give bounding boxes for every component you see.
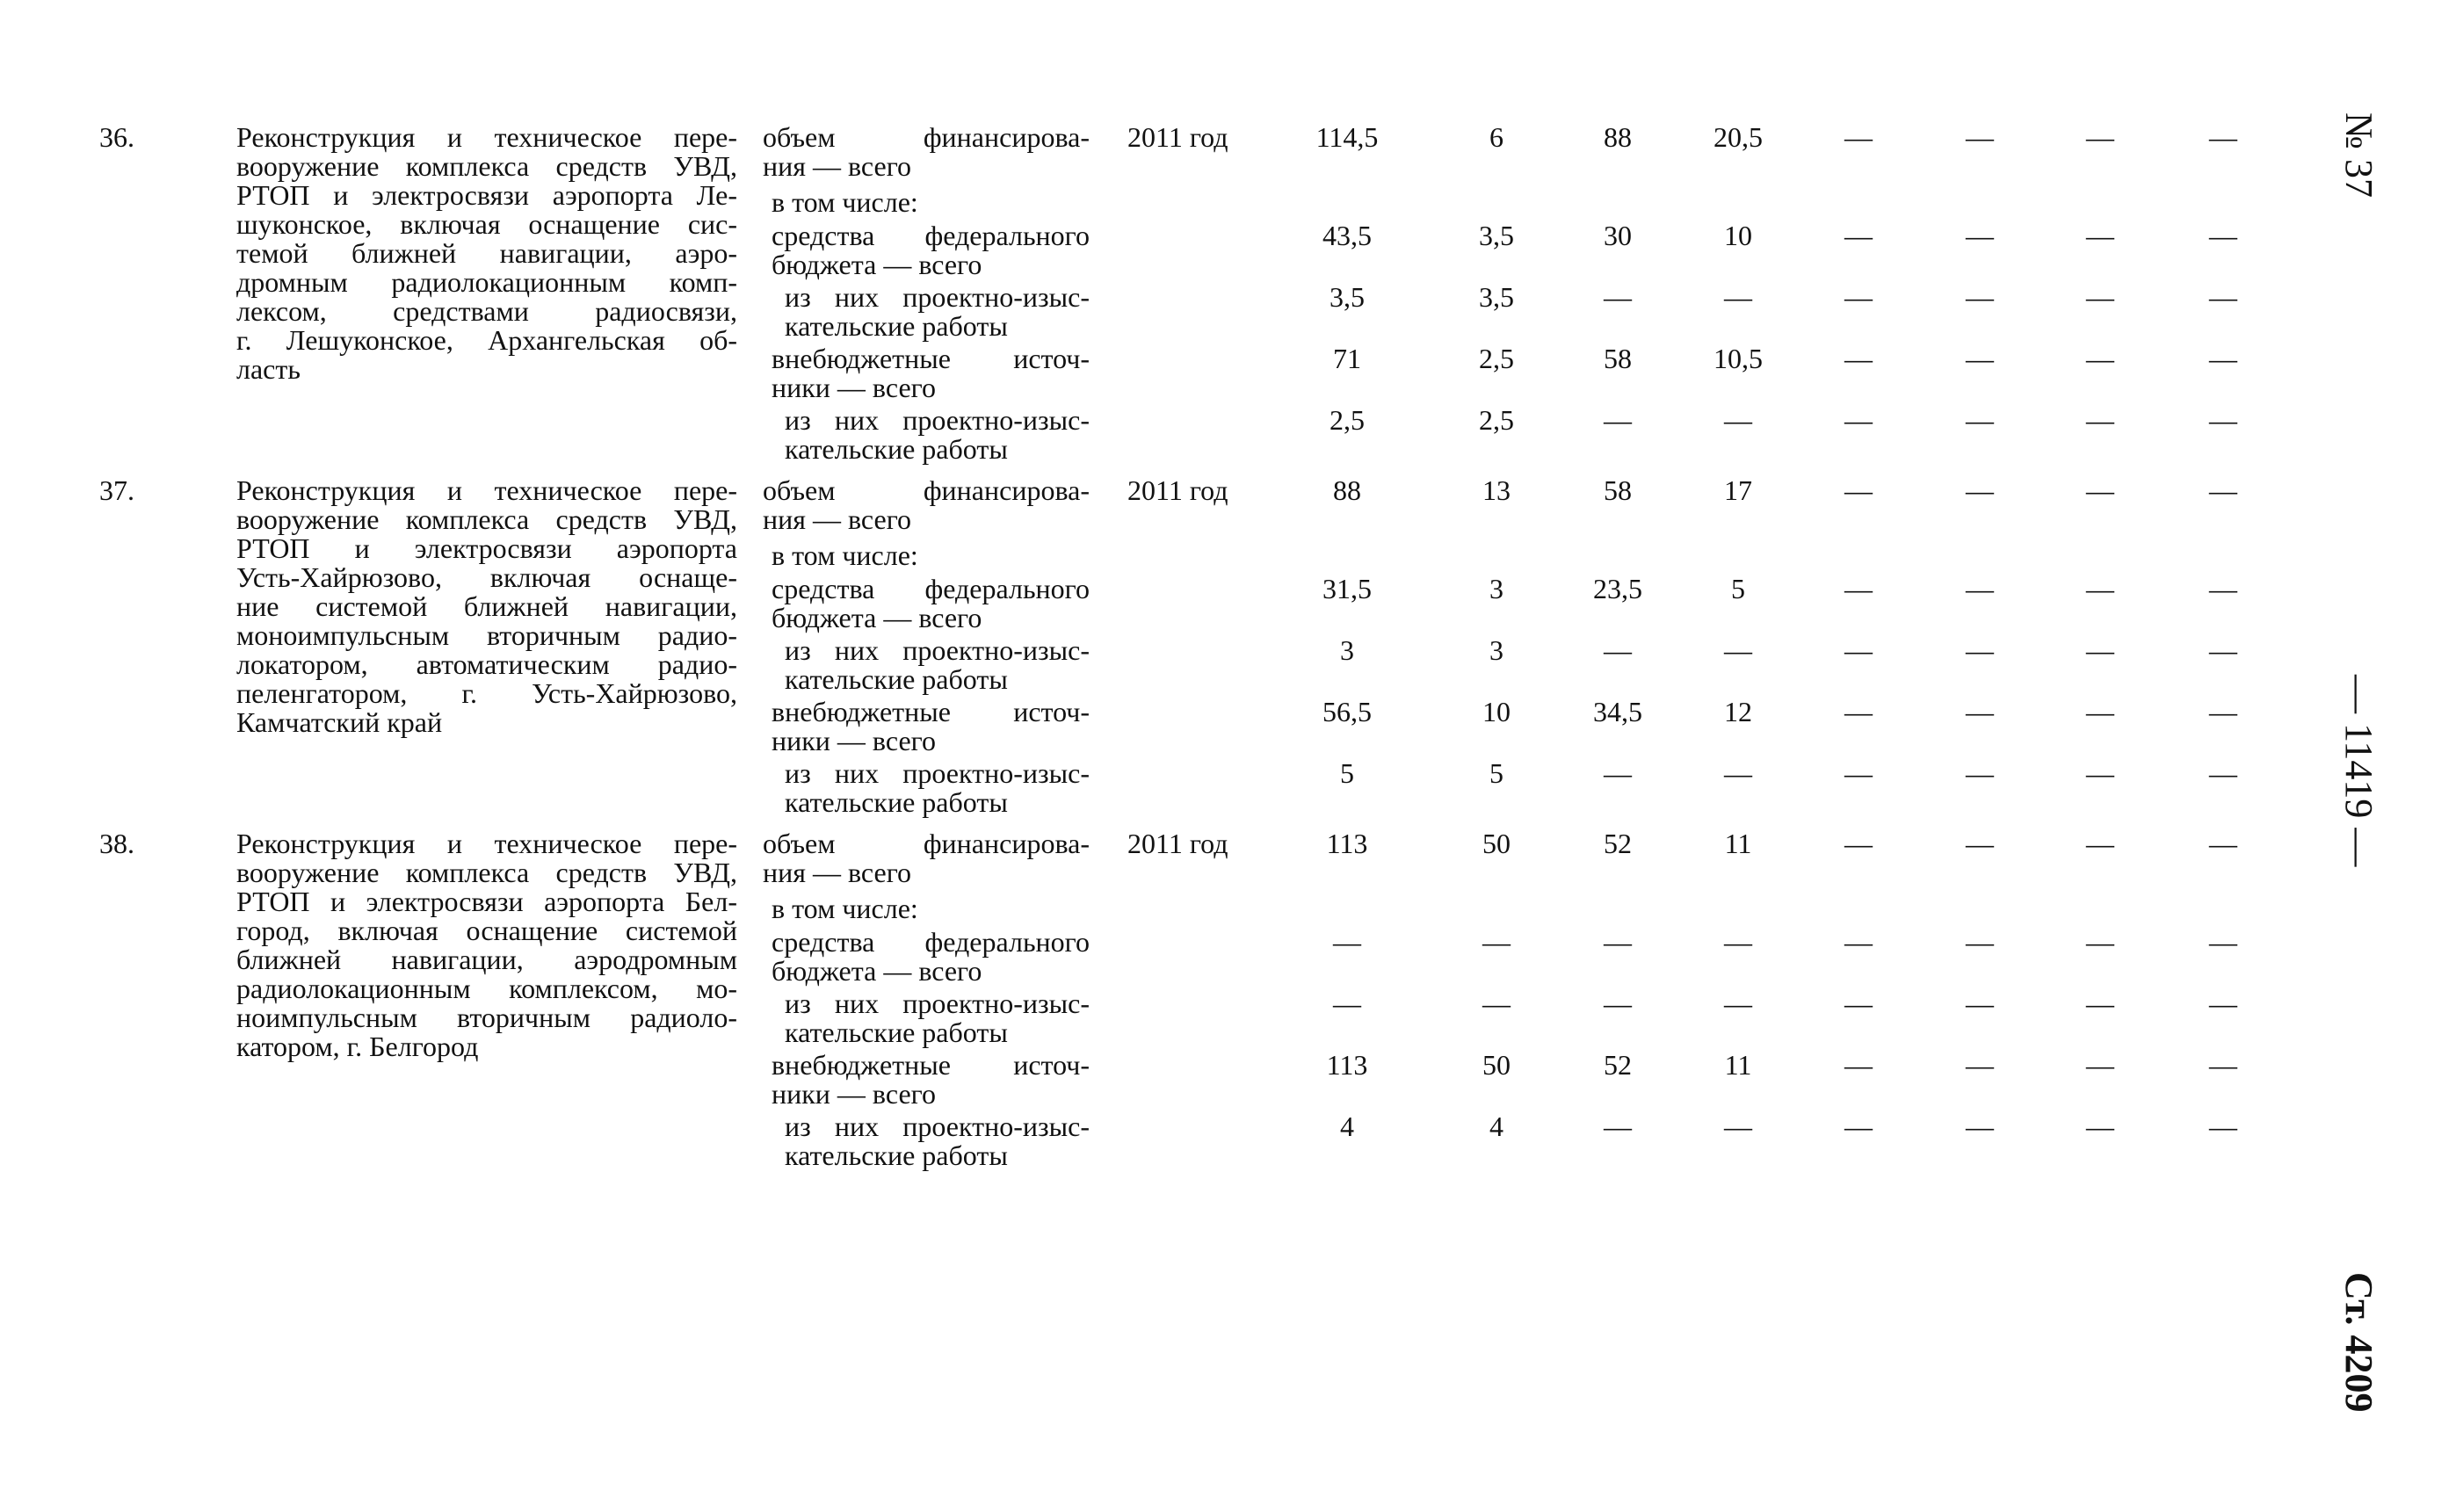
value-cell: —: [1604, 634, 1632, 666]
value-cell: —: [1966, 696, 1994, 727]
value-cell: —: [2086, 474, 2114, 506]
value-cell: —: [1604, 757, 1632, 789]
funding-item-label: [772, 188, 1101, 217]
value-cell: —: [2086, 404, 2114, 436]
value-cell: 5: [1731, 573, 1745, 604]
value-cell: —: [2209, 573, 2237, 604]
value-cell: —: [1724, 634, 1752, 666]
description-line: РТОП и электросвязи аэропорта: [236, 532, 737, 564]
value-cell: 13: [1482, 474, 1511, 506]
value-cell: —: [2209, 404, 2237, 436]
row-number: 38.: [99, 828, 134, 859]
funding-item-label: [785, 283, 1090, 341]
page-number: Ст. 4209: [2337, 1272, 2380, 1413]
value-cell: 10: [1482, 696, 1511, 727]
value-cell: —: [1966, 220, 1994, 251]
value-cell: —: [1966, 1110, 1994, 1142]
value-cell: —: [1844, 988, 1873, 1019]
value-cell: 5: [1340, 757, 1354, 789]
value-cell: 10,5: [1714, 343, 1763, 374]
value-cell: —: [2209, 121, 2237, 153]
value-cell: —: [2086, 121, 2114, 153]
funding-item-label-line: в том числе:: [772, 539, 918, 571]
value-cell: —: [1724, 281, 1752, 313]
value-cell: 6: [1489, 121, 1503, 153]
value-cell: —: [2086, 573, 2114, 604]
value-cell: 30: [1604, 220, 1632, 251]
value-cell: —: [1724, 404, 1752, 436]
value-cell: —: [1604, 404, 1632, 436]
value-cell: —: [1966, 343, 1994, 374]
description-line: радиолокационным комплексом, мо-: [236, 973, 737, 1004]
table-row: [0, 474, 2320, 818]
funding-item-label-line: бюджета — всего: [772, 602, 982, 633]
description-line: пеленгатором, г. Усть-Хайрюзово,: [236, 677, 737, 709]
value-cell: 114,5: [1315, 121, 1379, 153]
value-cell: —: [1724, 988, 1752, 1019]
funding-item-label-line: в том числе:: [772, 893, 918, 924]
value-cell: —: [1482, 988, 1511, 1019]
value-cell: —: [1844, 343, 1873, 374]
value-cell: —: [1604, 1110, 1632, 1142]
value-cell: —: [1844, 474, 1873, 506]
value-cell: —: [1966, 121, 1994, 153]
value-cell: —: [1844, 121, 1873, 153]
value-cell: —: [1966, 926, 1994, 958]
funding-item-label: [763, 476, 1090, 534]
funding-item-label: [772, 541, 1101, 570]
funding-item-label-line: кательские работы: [785, 310, 1008, 342]
value-cell: 20,5: [1714, 121, 1763, 153]
description-line: ласть: [236, 353, 301, 385]
funding-item-label-line: ники — всего: [772, 1078, 936, 1110]
value-cell: —: [2086, 988, 2114, 1019]
row-year: 2011 год: [1127, 474, 1228, 506]
value-cell: 11: [1724, 1049, 1752, 1081]
value-cell: —: [1333, 926, 1361, 958]
funding-item-label-line: кательские работы: [785, 1016, 1008, 1048]
value-cell: —: [2086, 220, 2114, 251]
funding-item-label: [785, 759, 1090, 817]
value-cell: 71: [1333, 343, 1361, 374]
value-cell: —: [2209, 474, 2237, 506]
value-cell: —: [1844, 696, 1873, 727]
value-cell: 113: [1326, 828, 1368, 859]
value-cell: —: [2086, 634, 2114, 666]
value-cell: —: [1724, 757, 1752, 789]
funding-item-label-line: из них проектно-изыс-: [785, 404, 1090, 436]
funding-item-label: [785, 989, 1090, 1047]
funding-item-label: [772, 698, 1090, 756]
value-cell: —: [1966, 828, 1994, 859]
value-cell: —: [2209, 828, 2237, 859]
value-cell: —: [1844, 220, 1873, 251]
value-cell: 50: [1482, 1049, 1511, 1081]
document-number: — 11419 —: [2337, 675, 2380, 867]
value-cell: —: [1844, 1049, 1873, 1081]
row-year: 2011 год: [1127, 828, 1228, 859]
description-line: вооружение комплекса средств УВД,: [236, 503, 737, 535]
funding-item-label-line: из них проектно-изыс-: [785, 757, 1090, 789]
value-cell: —: [1844, 634, 1873, 666]
row-description: [236, 123, 737, 384]
funding-item-label-line: средства федерального: [772, 926, 1090, 958]
value-cell: —: [2209, 696, 2237, 727]
value-cell: —: [1724, 1110, 1752, 1142]
value-cell: —: [2209, 988, 2237, 1019]
funding-item-label-line: ники — всего: [772, 372, 936, 403]
funding-item-label-line: объем финансирова-: [763, 474, 1090, 506]
value-cell: 3: [1489, 634, 1503, 666]
value-cell: 113: [1326, 1049, 1368, 1081]
funding-item-label-line: объем финансирова-: [763, 121, 1090, 153]
value-cell: 23,5: [1593, 573, 1642, 604]
funding-item-label: [785, 1112, 1090, 1170]
funding-item-label-line: из них проектно-изыс-: [785, 988, 1090, 1019]
funding-item-label-line: объем финансирова-: [763, 828, 1090, 859]
funding-item-label: [785, 406, 1090, 464]
value-cell: —: [1966, 988, 1994, 1019]
value-cell: 34,5: [1593, 696, 1642, 727]
value-cell: —: [1966, 474, 1994, 506]
value-cell: —: [2086, 926, 2114, 958]
table-row: [0, 828, 2320, 1171]
value-cell: —: [2209, 220, 2237, 251]
value-cell: —: [1844, 926, 1873, 958]
description-line: Реконструкция и техническое пере-: [236, 828, 737, 859]
value-cell: 52: [1604, 828, 1632, 859]
issue-number: № 37: [2337, 112, 2380, 198]
funding-item-label-line: из них проектно-изыс-: [785, 1110, 1090, 1142]
description-line: моноимпульсным вторичным радио-: [236, 619, 737, 651]
funding-item-label: [772, 928, 1090, 986]
funding-item-label-line: внебюджетные источ-: [772, 1049, 1090, 1081]
description-line: лексом, средствами радиосвязи,: [236, 295, 737, 327]
value-cell: —: [1844, 828, 1873, 859]
value-cell: 3: [1340, 634, 1354, 666]
funding-item-label-line: бюджета — всего: [772, 955, 982, 987]
description-line: вооружение комплекса средств УВД,: [236, 150, 737, 182]
value-cell: 88: [1604, 121, 1632, 153]
funding-item-label-line: кательские работы: [785, 786, 1008, 818]
value-cell: —: [1966, 573, 1994, 604]
description-line: РТОП и электросвязи аэропорта Бел-: [236, 886, 737, 917]
description-line: г. Лешуконское, Архангельская об-: [236, 324, 737, 356]
description-line: ближней навигации, аэродромным: [236, 944, 737, 975]
funding-item-label-line: внебюджетные источ-: [772, 696, 1090, 727]
value-cell: —: [2086, 1049, 2114, 1081]
value-cell: 4: [1340, 1110, 1354, 1142]
description-line: катором, г. Белгород: [236, 1031, 479, 1062]
value-cell: —: [2209, 926, 2237, 958]
funding-item-label-line: ники — всего: [772, 725, 936, 756]
value-cell: —: [1482, 926, 1511, 958]
value-cell: —: [1604, 926, 1632, 958]
value-cell: 12: [1724, 696, 1752, 727]
value-cell: —: [2209, 1110, 2237, 1142]
value-cell: 5: [1489, 757, 1503, 789]
value-cell: —: [1844, 573, 1873, 604]
value-cell: 31,5: [1322, 573, 1372, 604]
description-line: Реконструкция и техническое пере-: [236, 474, 737, 506]
funding-item-label: [763, 123, 1090, 181]
description-line: дромным радиолокационным комп-: [236, 266, 737, 298]
value-cell: —: [1966, 634, 1994, 666]
value-cell: —: [2086, 828, 2114, 859]
value-cell: —: [1966, 281, 1994, 313]
value-cell: 3,5: [1479, 220, 1514, 251]
value-cell: —: [2086, 696, 2114, 727]
value-cell: —: [2086, 757, 2114, 789]
value-cell: —: [1966, 757, 1994, 789]
value-cell: 52: [1604, 1049, 1632, 1081]
funding-item-label-line: внебюджетные источ-: [772, 343, 1090, 374]
funding-item-label-line: из них проектно-изыс-: [785, 281, 1090, 313]
value-cell: —: [1966, 1049, 1994, 1081]
value-cell: —: [2086, 1110, 2114, 1142]
description-line: темой ближней навигации, аэро-: [236, 237, 737, 269]
funding-item-label-line: средства федерального: [772, 220, 1090, 251]
value-cell: —: [1844, 757, 1873, 789]
value-cell: 2,5: [1479, 404, 1514, 436]
funding-item-label: [772, 575, 1090, 633]
funding-item-label-line: ния — всего: [763, 503, 912, 535]
value-cell: 43,5: [1322, 220, 1372, 251]
value-cell: —: [1724, 926, 1752, 958]
value-cell: —: [1604, 988, 1632, 1019]
funding-item-label-line: ния — всего: [763, 857, 912, 888]
description-line: город, включая оснащение системой: [236, 915, 737, 946]
value-cell: —: [2209, 343, 2237, 374]
value-cell: —: [2209, 757, 2237, 789]
value-cell: —: [2209, 1049, 2237, 1081]
description-line: шуконское, включая оснащение сис-: [236, 208, 737, 240]
description-line: Реконструкция и техническое пере-: [236, 121, 737, 153]
value-cell: 10: [1724, 220, 1752, 251]
value-cell: —: [2086, 343, 2114, 374]
value-cell: —: [1844, 1110, 1873, 1142]
value-cell: 3: [1489, 573, 1503, 604]
value-cell: 3,5: [1330, 281, 1365, 313]
description-line: РТОП и электросвязи аэропорта Ле-: [236, 179, 737, 211]
description-line: локатором, автоматическим радио-: [236, 648, 737, 680]
description-line: Усть-Хайрюзово, включая оснаще-: [236, 561, 737, 593]
value-cell: —: [1966, 404, 1994, 436]
value-cell: 4: [1489, 1110, 1503, 1142]
value-cell: 50: [1482, 828, 1511, 859]
value-cell: 58: [1604, 474, 1632, 506]
funding-item-label-line: в том числе:: [772, 186, 918, 218]
value-cell: 11: [1724, 828, 1752, 859]
funding-item-label: [772, 221, 1090, 279]
value-cell: —: [1844, 404, 1873, 436]
row-description: [236, 476, 737, 737]
value-cell: 88: [1333, 474, 1361, 506]
funding-item-label-line: бюджета — всего: [772, 249, 982, 280]
value-cell: 17: [1724, 474, 1752, 506]
value-cell: 58: [1604, 343, 1632, 374]
description-line: вооружение комплекса средств УВД,: [236, 857, 737, 888]
description-line: ноимпульсным вторичным радиоло-: [236, 1002, 737, 1033]
funding-item-label: [772, 894, 1101, 923]
value-cell: 56,5: [1322, 696, 1372, 727]
description-line: Камчатский край: [236, 706, 443, 738]
value-cell: —: [2086, 281, 2114, 313]
funding-item-label-line: кательские работы: [785, 663, 1008, 695]
row-number: 36.: [99, 121, 134, 153]
value-cell: —: [1844, 281, 1873, 313]
funding-item-label: [772, 344, 1090, 402]
funding-item-label: [772, 1051, 1090, 1109]
value-cell: 2,5: [1479, 343, 1514, 374]
row-number: 37.: [99, 474, 134, 506]
description-line: ние системой ближней навигации,: [236, 590, 737, 622]
value-cell: —: [2209, 281, 2237, 313]
row-year: 2011 год: [1127, 121, 1228, 153]
value-cell: —: [1333, 988, 1361, 1019]
funding-item-label: [785, 636, 1090, 694]
row-description: [236, 829, 737, 1061]
value-cell: —: [1604, 281, 1632, 313]
table-row: [0, 121, 2320, 465]
funding-item-label-line: ния — всего: [763, 150, 912, 182]
funding-item-label-line: кательские работы: [785, 1139, 1008, 1171]
funding-item-label: [763, 829, 1090, 887]
funding-item-label-line: кательские работы: [785, 433, 1008, 465]
value-cell: —: [2209, 634, 2237, 666]
value-cell: 3,5: [1479, 281, 1514, 313]
value-cell: 2,5: [1330, 404, 1365, 436]
funding-item-label-line: из них проектно-изыс-: [785, 634, 1090, 666]
funding-item-label-line: средства федерального: [772, 573, 1090, 604]
